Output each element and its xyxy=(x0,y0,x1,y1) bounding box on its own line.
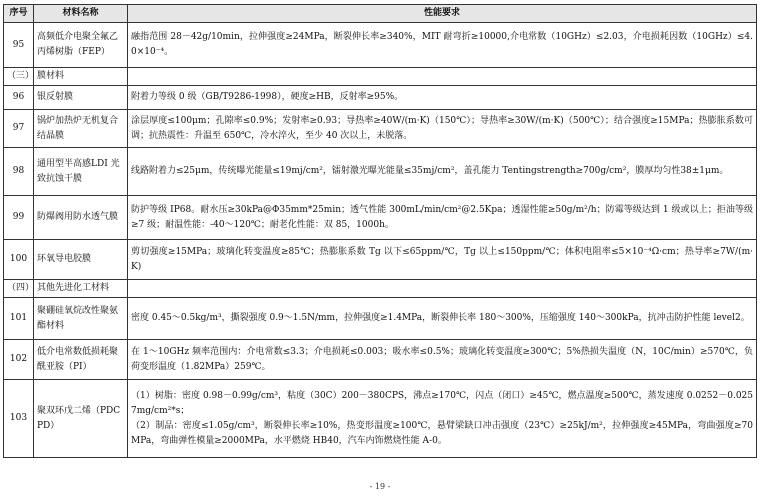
row-number: 96 xyxy=(4,86,34,110)
performance-requirement: 密度 0.45～0.5kg/m³，撕裂强度 0.9～1.5N/mm，拉伸强度≥1.4MPa，断裂伸长率 180～300%，压缩强度 140～300kPa，抗冲击防护性能 level2。 xyxy=(128,298,757,340)
row-number: 99 xyxy=(4,196,34,240)
material-name: 防爆阀用防水透气膜 xyxy=(34,196,128,240)
row-number: 100 xyxy=(4,240,34,280)
row-number: 95 xyxy=(4,23,34,68)
section-title: 其他先进化工材料 xyxy=(34,280,128,298)
table-row xyxy=(4,196,757,240)
performance-requirement: 在 1～10GHz 频率范围内：介电常数≤3.3；介电损耗≤0.003；吸水率≤0.5%；玻璃化转变温度≥300℃；5%热损失温度（N，10C/min）≥570℃，负荷变形温度（1.82MPa）259℃。 xyxy=(128,340,757,380)
row-number: 97 xyxy=(4,110,34,148)
material-name: 锅炉加热炉无机复合结晶膜 xyxy=(34,110,128,148)
row-number: 102 xyxy=(4,340,34,380)
spec-table xyxy=(3,4,757,458)
row-number: 101 xyxy=(4,298,34,340)
section-title: 膜材料 xyxy=(34,68,128,86)
table-row xyxy=(4,23,757,68)
table-row xyxy=(4,148,757,196)
performance-requirement: 剪切强度≥15MPa；玻璃化转变温度≥85℃；热膨胀系数 Tg 以下≤65ppm/℃，Tg 以上≤150ppm/℃；体积电阻率≤5×10⁻⁴Ω·cm；热导率≥7W/(m·K) xyxy=(128,240,757,280)
performance-requirement: 附着力等级 0 级（GB/T9286-1998），硬度≥HB，反射率≥95%。 xyxy=(128,86,757,110)
header-row xyxy=(4,5,757,23)
table-row xyxy=(4,298,757,340)
material-name: 聚硼硅氧烷改性聚氨酯材料 xyxy=(34,298,128,340)
header-name: 材料名称 xyxy=(34,5,128,23)
table-row xyxy=(4,240,757,280)
table-row xyxy=(4,86,757,110)
material-name: 银反射膜 xyxy=(34,86,128,110)
section-row xyxy=(4,68,757,86)
table-row xyxy=(4,340,757,380)
material-name: 聚双环戊二烯（PDCPD） xyxy=(34,380,128,458)
header-requirements: 性能要求 xyxy=(128,5,757,23)
row-number: 103 xyxy=(4,380,34,458)
empty-cell xyxy=(128,280,757,298)
table-row xyxy=(4,110,757,148)
performance-requirement: 防护等级 IP68。耐水压≥30kPa@Φ35mm*25min；透气性能 300mL/min/cm²@2.5Kpa；透湿性能≥50g/m²/h；防霉等级达到 1 级或以上；拒油等级≥7 级；耐温性能：-40～120℃；耐老化性能：双 85，1000h。 xyxy=(128,196,757,240)
requirement-part-1: （1）树脂：密度 0.98－0.99g/cm³，粘度（30C）200－380CPS，沸点≥170℃，闪点（闭口）≥45℃，燃点温度≥500℃，蒸发速度 0.0252－0.0257mg/cm²*s； xyxy=(131,390,753,416)
section-row xyxy=(4,280,757,298)
header-no: 序号 xyxy=(4,5,34,23)
material-name: 高频低介电聚全氟乙丙烯树脂（FEP） xyxy=(34,23,128,68)
performance-requirement: 线路附着力≤25μm，传统曝光能量≤19mj/cm²，镭射激光曝光能量≤35mj/cm²，盖孔能力 Tentingstrength≥700g/cm²，膜厚均匀性38±1μm。 xyxy=(128,148,757,196)
performance-requirement xyxy=(128,380,757,458)
performance-requirement: 融指范围 28－42g/10min，拉伸强度≥24MPa，断裂伸长率≥340%，MIT 耐弯折≥10000,介电常数（10GHz）≤2.03，介电损耗因数（10GHz）≤4.0×10⁻⁴。 xyxy=(128,23,757,68)
row-number: 98 xyxy=(4,148,34,196)
section-number: （三） xyxy=(4,68,34,86)
material-name: 通用型半高感LDI 光致抗蚀干膜 xyxy=(34,148,128,196)
performance-requirement: 涂层厚度≤100μm；孔隙率≤0.9%；发射率≥0.93；导热率≥40W/(m·K)（150℃）；导热率≥30W/(m·K)（500℃）；结合强度≥15MPa；热膨胀系数可调；抗热震性：升温至 650℃，冷水淬火，至少 40 次以上，未脱落。 xyxy=(128,110,757,148)
material-name: 低介电常数低损耗聚酰亚胺（PI） xyxy=(34,340,128,380)
requirement-part-2: （2）制品：密度≤1.05g/cm³，断裂伸长率≥10%，热变形温度≥100℃，悬臂梁缺口冲击强度（23℃）≥25kJ/m²，拉伸强度≥45MPa，弯曲强度≥70MPa，弯曲弹性模量≥2000MPa，水平燃烧 HB40，汽车内饰燃烧性能 A-0。 xyxy=(131,420,753,446)
empty-cell xyxy=(128,68,757,86)
material-name: 环氧导电胶膜 xyxy=(34,240,128,280)
page-number: - 19 - xyxy=(369,482,391,491)
section-number: （四） xyxy=(4,280,34,298)
table-row xyxy=(4,380,757,458)
